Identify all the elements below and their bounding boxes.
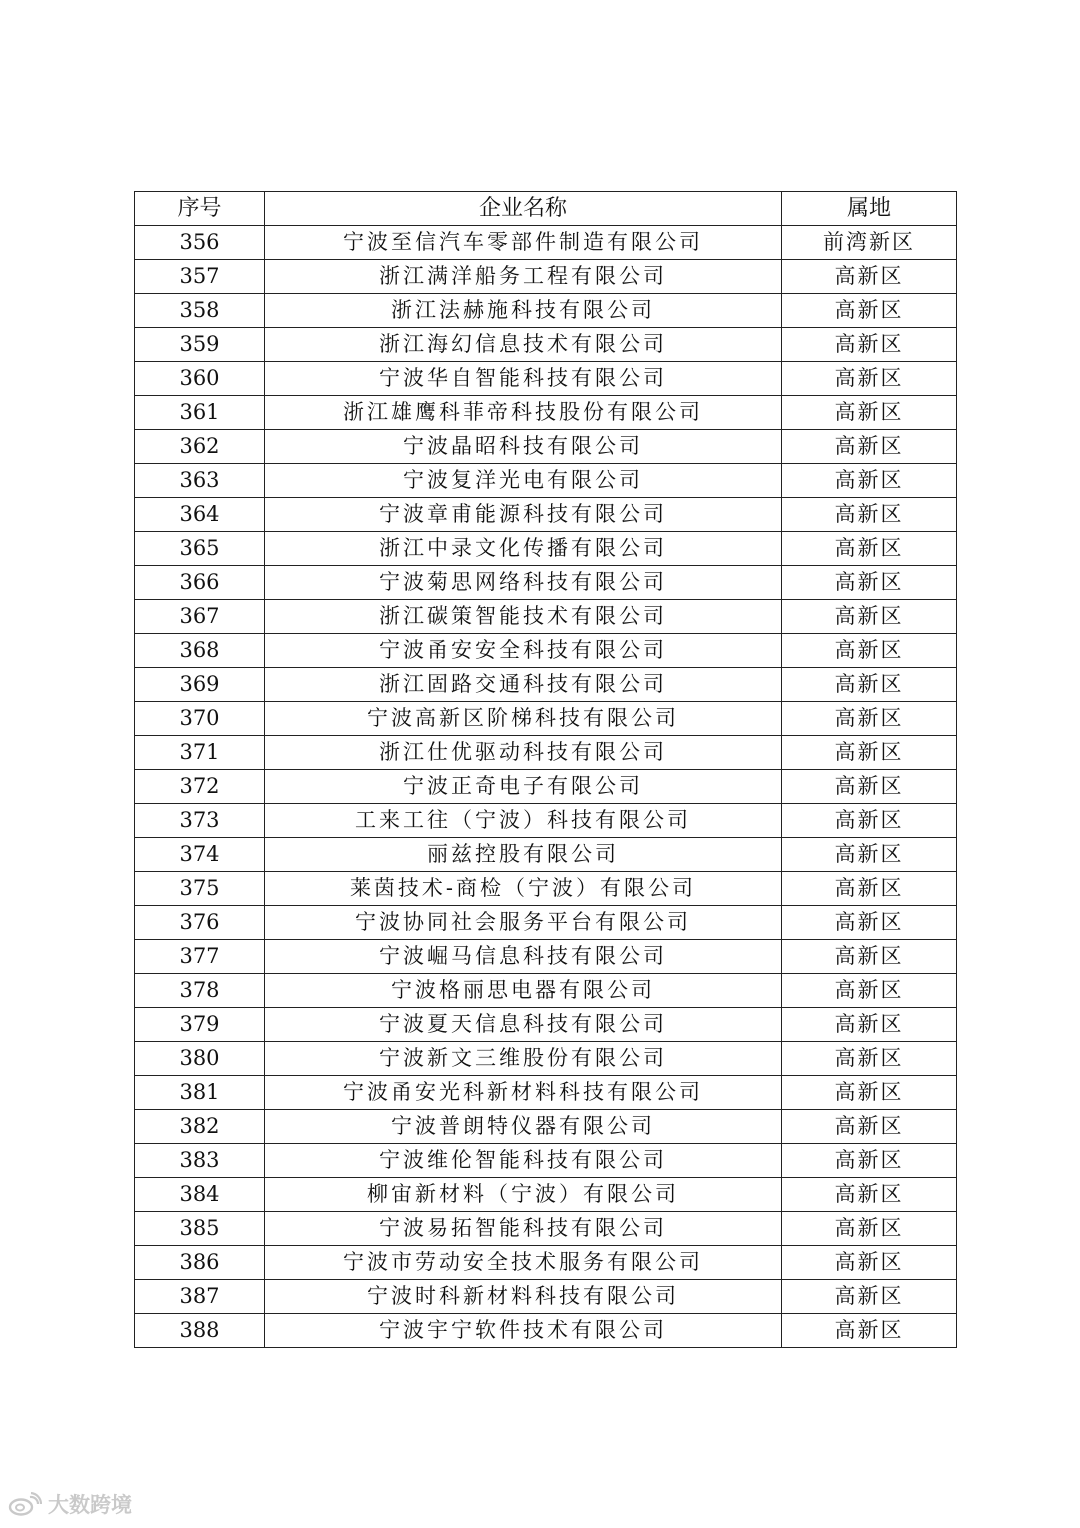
- table-row: [135, 974, 957, 1008]
- district: 高新区: [782, 1314, 957, 1348]
- table-row: [135, 226, 957, 260]
- district: 高新区: [782, 362, 957, 396]
- company-name: 宁波甬安光科新材料科技有限公司: [265, 1076, 782, 1110]
- weibo-logo-icon: [8, 1492, 42, 1516]
- district: 高新区: [782, 430, 957, 464]
- row-index: 387: [135, 1280, 265, 1314]
- row-index: 373: [135, 804, 265, 838]
- district: 高新区: [782, 396, 957, 430]
- company-name: 宁波协同社会服务平台有限公司: [265, 906, 782, 940]
- header-district: 属地: [782, 192, 957, 226]
- company-name: 浙江法赫施科技有限公司: [265, 294, 782, 328]
- company-name: 宁波高新区阶梯科技有限公司: [265, 702, 782, 736]
- district: 高新区: [782, 1178, 957, 1212]
- row-index: 377: [135, 940, 265, 974]
- row-index: 365: [135, 532, 265, 566]
- watermark-text: 大数跨境: [48, 1493, 132, 1517]
- district: 前湾新区: [782, 226, 957, 260]
- district: 高新区: [782, 1076, 957, 1110]
- district: 高新区: [782, 1042, 957, 1076]
- row-index: 375: [135, 872, 265, 906]
- row-index: 364: [135, 498, 265, 532]
- table-row: [135, 1110, 957, 1144]
- company-name: 宁波崛马信息科技有限公司: [265, 940, 782, 974]
- table-header-row: [135, 192, 957, 226]
- company-name: 宁波至信汽车零部件制造有限公司: [265, 226, 782, 260]
- district: 高新区: [782, 1280, 957, 1314]
- company-name: 浙江海幻信息技术有限公司: [265, 328, 782, 362]
- district: 高新区: [782, 532, 957, 566]
- district: 高新区: [782, 974, 957, 1008]
- company-name: 宁波章甫能源科技有限公司: [265, 498, 782, 532]
- table-row: [135, 736, 957, 770]
- row-index: 381: [135, 1076, 265, 1110]
- company-name: 宁波时科新材料科技有限公司: [265, 1280, 782, 1314]
- district: 高新区: [782, 1144, 957, 1178]
- company-name: 浙江固路交通科技有限公司: [265, 668, 782, 702]
- row-index: 358: [135, 294, 265, 328]
- company-name: 宁波市劳动安全技术服务有限公司: [265, 1246, 782, 1280]
- table-row: [135, 702, 957, 736]
- row-index: 385: [135, 1212, 265, 1246]
- table-row: [135, 1246, 957, 1280]
- company-name: 宁波甬安安全科技有限公司: [265, 634, 782, 668]
- table-row: [135, 328, 957, 362]
- row-index: 362: [135, 430, 265, 464]
- table-row: [135, 1144, 957, 1178]
- company-name: 浙江碳策智能技术有限公司: [265, 600, 782, 634]
- row-index: 360: [135, 362, 265, 396]
- company-name: 宁波华自智能科技有限公司: [265, 362, 782, 396]
- company-name: 宁波维伦智能科技有限公司: [265, 1144, 782, 1178]
- table-row: [135, 260, 957, 294]
- company-name: 宁波夏天信息科技有限公司: [265, 1008, 782, 1042]
- company-name: 宁波菊思网络科技有限公司: [265, 566, 782, 600]
- row-index: 374: [135, 838, 265, 872]
- table-row: [135, 872, 957, 906]
- row-index: 383: [135, 1144, 265, 1178]
- table-row: [135, 1042, 957, 1076]
- row-index: 366: [135, 566, 265, 600]
- company-name: 莱茵技术-商检（宁波）有限公司: [265, 872, 782, 906]
- row-index: 370: [135, 702, 265, 736]
- company-name: 浙江满洋船务工程有限公司: [265, 260, 782, 294]
- district: 高新区: [782, 498, 957, 532]
- row-index: 359: [135, 328, 265, 362]
- company-name: 宁波新文三维股份有限公司: [265, 1042, 782, 1076]
- company-name: 丽兹控股有限公司: [265, 838, 782, 872]
- table-row: [135, 1178, 957, 1212]
- row-index: 357: [135, 260, 265, 294]
- company-name: 宁波复洋光电有限公司: [265, 464, 782, 498]
- district: 高新区: [782, 872, 957, 906]
- watermark: [8, 1489, 132, 1519]
- district: 高新区: [782, 940, 957, 974]
- district: 高新区: [782, 1008, 957, 1042]
- row-index: 356: [135, 226, 265, 260]
- row-index: 388: [135, 1314, 265, 1348]
- company-name: 浙江雄鹰科菲帝科技股份有限公司: [265, 396, 782, 430]
- district: 高新区: [782, 804, 957, 838]
- district: 高新区: [782, 736, 957, 770]
- table-row: [135, 1280, 957, 1314]
- table-row: [135, 1076, 957, 1110]
- district: 高新区: [782, 566, 957, 600]
- table-row: [135, 804, 957, 838]
- header-company-name: 企业名称: [265, 192, 782, 226]
- header-index: 序号: [135, 192, 265, 226]
- district: 高新区: [782, 906, 957, 940]
- table-row: [135, 532, 957, 566]
- district: 高新区: [782, 464, 957, 498]
- row-index: 371: [135, 736, 265, 770]
- table-row: [135, 1314, 957, 1348]
- row-index: 382: [135, 1110, 265, 1144]
- district: 高新区: [782, 294, 957, 328]
- company-name: 浙江中录文化传播有限公司: [265, 532, 782, 566]
- company-name: 柳宙新材料（宁波）有限公司: [265, 1178, 782, 1212]
- table-row: [135, 396, 957, 430]
- company-name: 宁波宇宁软件技术有限公司: [265, 1314, 782, 1348]
- row-index: 386: [135, 1246, 265, 1280]
- table-row: [135, 430, 957, 464]
- table-row: [135, 906, 957, 940]
- district: 高新区: [782, 1246, 957, 1280]
- row-index: 368: [135, 634, 265, 668]
- table-row: [135, 634, 957, 668]
- company-name: 浙江仕优驱动科技有限公司: [265, 736, 782, 770]
- row-index: 361: [135, 396, 265, 430]
- company-table: [134, 191, 957, 1348]
- table-row: [135, 498, 957, 532]
- district: 高新区: [782, 600, 957, 634]
- company-name: 工来工往（宁波）科技有限公司: [265, 804, 782, 838]
- company-name: 宁波普朗特仪器有限公司: [265, 1110, 782, 1144]
- company-name: 宁波格丽思电器有限公司: [265, 974, 782, 1008]
- company-name: 宁波晶昭科技有限公司: [265, 430, 782, 464]
- row-index: 380: [135, 1042, 265, 1076]
- table-row: [135, 940, 957, 974]
- row-index: 378: [135, 974, 265, 1008]
- district: 高新区: [782, 702, 957, 736]
- table-row: [135, 600, 957, 634]
- table-row: [135, 668, 957, 702]
- district: 高新区: [782, 260, 957, 294]
- district: 高新区: [782, 1110, 957, 1144]
- table-row: [135, 294, 957, 328]
- district: 高新区: [782, 328, 957, 362]
- table-row: [135, 464, 957, 498]
- table-row: [135, 770, 957, 804]
- district: 高新区: [782, 634, 957, 668]
- table-row: [135, 1212, 957, 1246]
- row-index: 363: [135, 464, 265, 498]
- row-index: 379: [135, 1008, 265, 1042]
- row-index: 372: [135, 770, 265, 804]
- table-row: [135, 362, 957, 396]
- district: 高新区: [782, 770, 957, 804]
- table-row: [135, 838, 957, 872]
- row-index: 367: [135, 600, 265, 634]
- row-index: 376: [135, 906, 265, 940]
- row-index: 369: [135, 668, 265, 702]
- company-name: 宁波易拓智能科技有限公司: [265, 1212, 782, 1246]
- district: 高新区: [782, 668, 957, 702]
- table-row: [135, 1008, 957, 1042]
- company-name: 宁波正奇电子有限公司: [265, 770, 782, 804]
- district: 高新区: [782, 838, 957, 872]
- row-index: 384: [135, 1178, 265, 1212]
- table-row: [135, 566, 957, 600]
- district: 高新区: [782, 1212, 957, 1246]
